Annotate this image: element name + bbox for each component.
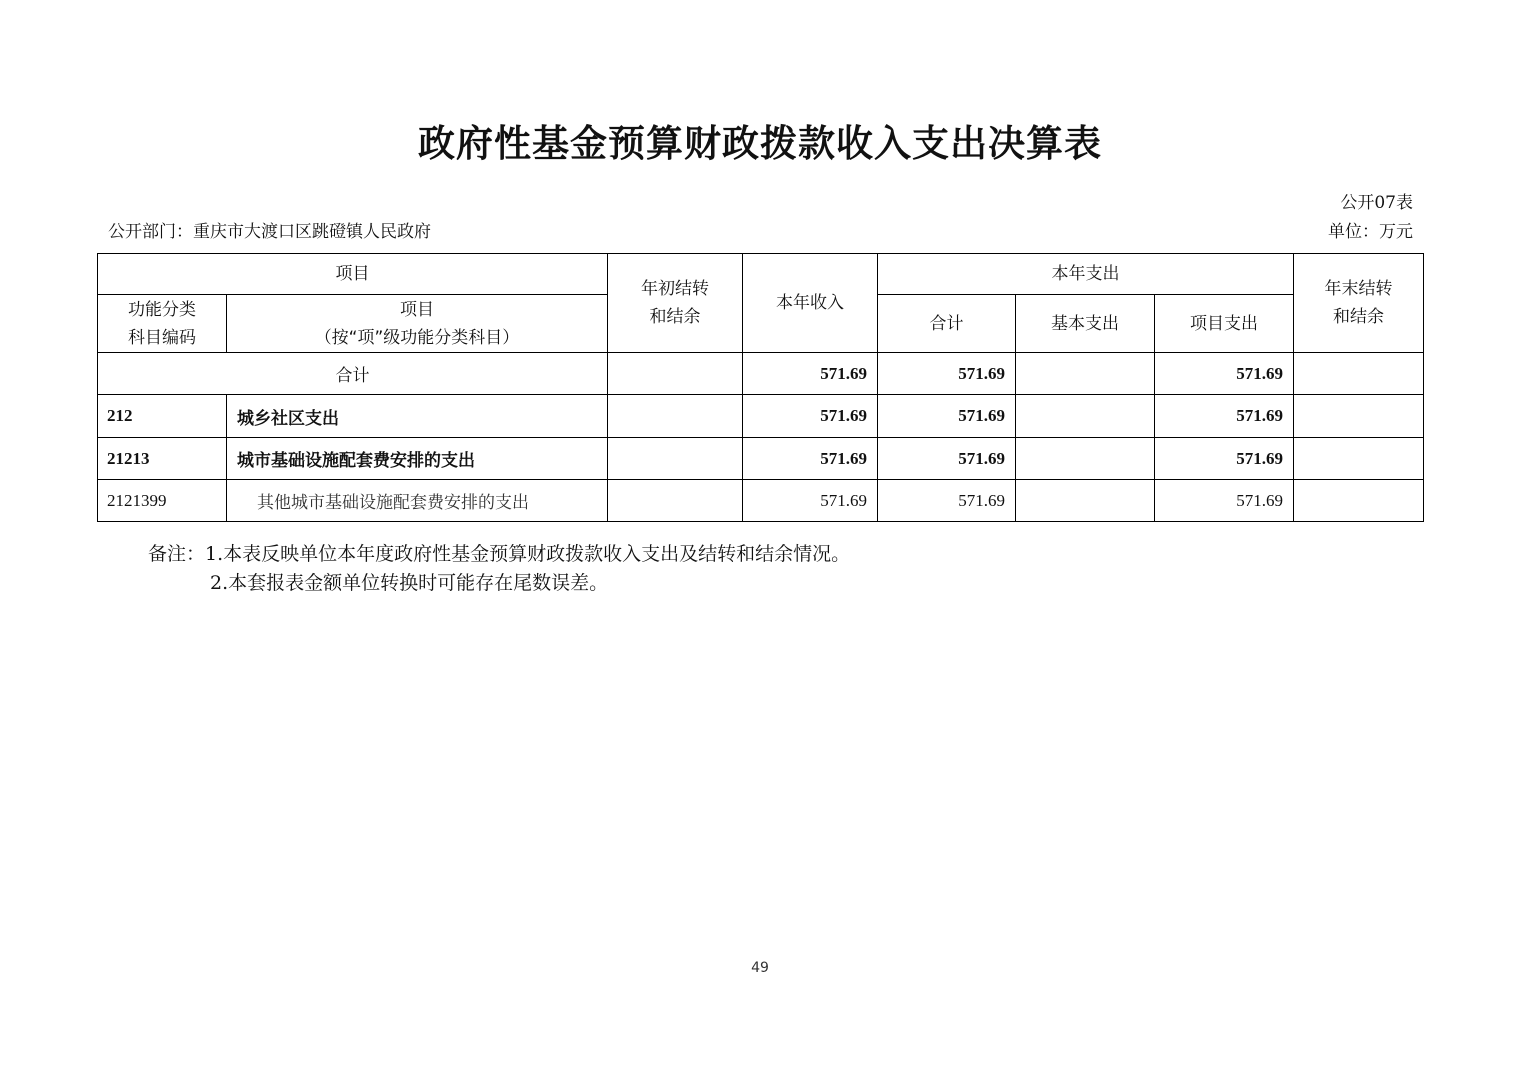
header-income: 本年收入 [743,254,878,353]
row-expense-project: 571.69 [1155,395,1294,438]
page-number: 49 [751,960,769,976]
row-code: 2121399 [98,480,227,522]
row-expense-project: 571.69 [1155,438,1294,480]
row-code: 21213 [98,438,227,480]
row-expense-basic [1016,480,1155,522]
total-end-balance [1294,353,1424,395]
notes [148,540,850,598]
table-total-row [98,353,1424,395]
header-expense-group: 本年支出 [878,254,1294,295]
header-project-name-line2: （按“项”级功能分类科目） [314,327,520,348]
table-number: 公开07表 [1340,193,1413,213]
row-begin-balance [608,438,743,480]
row-income: 571.69 [743,480,878,522]
row-expense-basic [1016,395,1155,438]
budget-table [97,253,1424,522]
table-row [98,438,1424,480]
table-row [98,480,1424,522]
row-expense-basic [1016,438,1155,480]
header-begin-balance-line1: 年初结转 [641,279,709,299]
total-begin-balance [608,353,743,395]
header-end-balance-line2: 和结余 [1333,307,1384,327]
total-expense-project: 571.69 [1155,353,1294,395]
header-project-name [227,295,608,353]
header-func-code-line1: 功能分类 [128,299,196,320]
row-income: 571.69 [743,395,878,438]
row-expense-total: 571.69 [878,480,1016,522]
row-begin-balance [608,395,743,438]
total-expense-basic [1016,353,1155,395]
header-project-name-line1: 项目 [400,299,434,320]
row-end-balance [1294,438,1424,480]
header-begin-balance [608,254,743,353]
row-end-balance [1294,480,1424,522]
row-expense-total: 571.69 [878,395,1016,438]
table-row [98,395,1424,438]
row-income: 571.69 [743,438,878,480]
total-income: 571.69 [743,353,878,395]
header-end-balance-line1: 年末结转 [1324,279,1393,299]
header-expense-basic: 基本支出 [1016,295,1155,353]
note-line-1: 备注：1.本表反映单位本年度政府性基金预算财政拨款收入支出及结转和结余情况。 [148,543,851,565]
header-func-code [98,295,227,353]
header-func-code-line2: 科目编码 [128,327,196,348]
header-expense-total: 合计 [878,295,1016,353]
header-project-group: 项目 [98,254,608,295]
document-title: 政府性基金预算财政拨款收入支出决算表 [418,122,1102,165]
department-label: 公开部门：重庆市大渡口区跳磴镇人民政府 [108,222,431,242]
row-expense-project: 571.69 [1155,480,1294,522]
row-name: 城市基础设施配套费安排的支出 [227,438,608,480]
row-end-balance [1294,395,1424,438]
header-expense-project: 项目支出 [1155,295,1294,353]
row-code: 212 [98,395,227,438]
row-begin-balance [608,480,743,522]
total-label: 合计 [98,353,608,395]
unit-label: 单位：万元 [1328,222,1413,242]
row-expense-total: 571.69 [878,438,1016,480]
row-name: 城乡社区支出 [227,395,608,438]
note-line-2: 2.本套报表金额单位转换时可能存在尾数误差。 [210,572,609,594]
total-expense-total: 571.69 [878,353,1016,395]
header-begin-balance-line2: 和结余 [649,307,701,327]
row-name: 其他城市基础设施配套费安排的支出 [227,480,608,522]
header-end-balance [1294,254,1424,353]
